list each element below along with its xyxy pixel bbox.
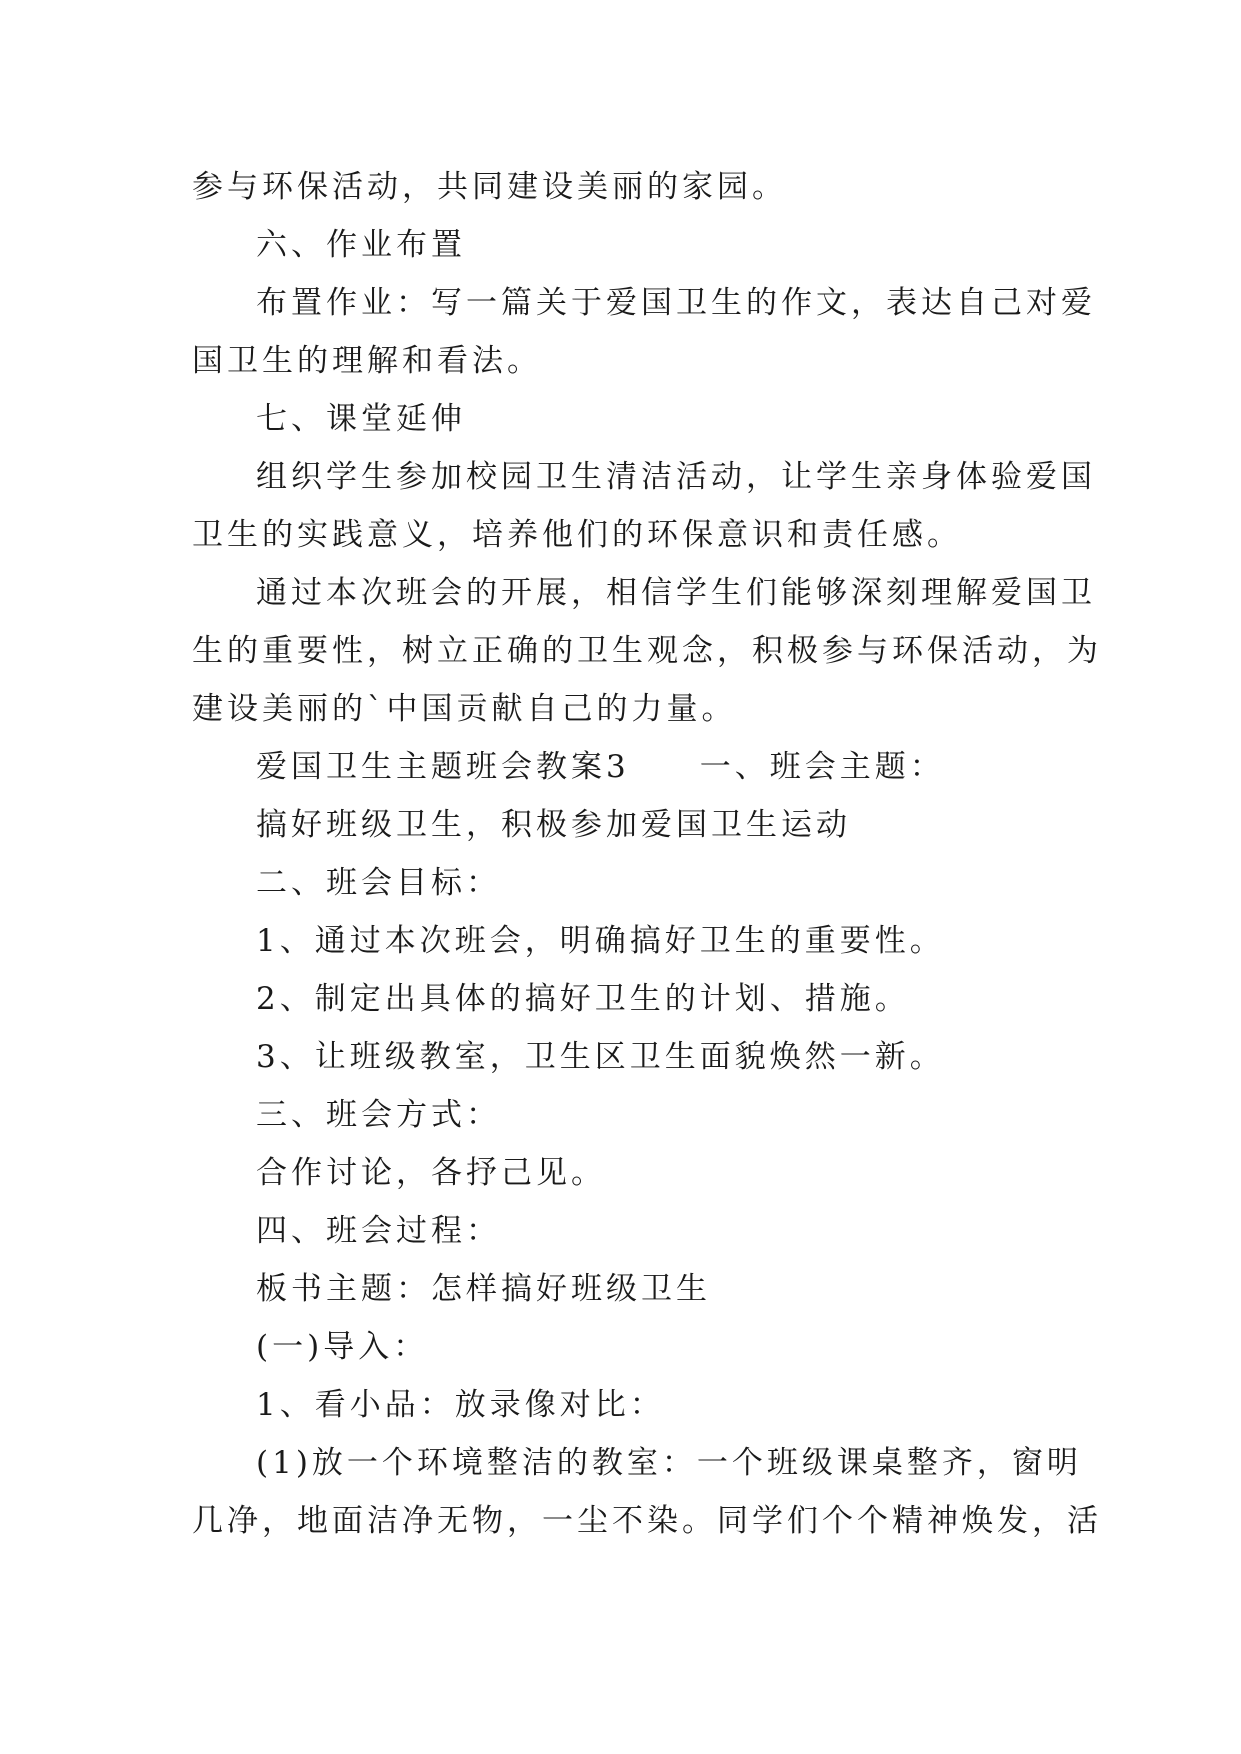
section-heading: 六、作业布置 [256, 227, 466, 263]
paragraph-line: 国卫生的理解和看法。 [192, 343, 542, 379]
list-item: 2、制定出具体的搞好卫生的计划、措施。 [256, 981, 910, 1017]
paragraph-line: 布置作业：写一篇关于爱国卫生的作文，表达自己对爱 [256, 285, 1096, 321]
paragraph-line: 通过本次班会的开展，相信学生们能够深刻理解爱国卫 [256, 575, 1096, 611]
subsection-heading: (一)导入： [256, 1329, 429, 1365]
section-heading: 二、班会目标： [256, 865, 501, 901]
section-heading: 三、班会方式： [256, 1097, 501, 1133]
paragraph-line: 板书主题：怎样搞好班级卫生 [256, 1271, 711, 1307]
paragraph-line: (1)放一个环境整洁的教室：一个班级课桌整齐，窗明 [256, 1445, 1082, 1481]
section-heading: 四、班会过程： [256, 1213, 501, 1249]
list-item: 1、看小品：放录像对比： [256, 1387, 665, 1423]
list-item: 1、通过本次班会，明确搞好卫生的重要性。 [256, 923, 945, 959]
list-item: 3、让班级教室，卫生区卫生面貌焕然一新。 [256, 1039, 945, 1075]
paragraph-line: 生的重要性，树立正确的卫生观念，积极参与环保活动，为 [192, 633, 1102, 669]
section-heading: 七、课堂延伸 [256, 401, 466, 437]
paragraph-line: 合作讨论，各抒己见。 [256, 1155, 606, 1191]
document-title: 爱国卫生主题班会教案3 一、班会主题： [256, 749, 945, 785]
document-body [192, 158, 1102, 1550]
paragraph-line: 卫生的实践意义，培养他们的环保意识和责任感。 [192, 517, 962, 553]
paragraph-line: 参与环保活动，共同建设美丽的家园。 [192, 169, 787, 205]
paragraph-line: 建设美丽的`中国贡献自己的力量。 [192, 691, 737, 727]
paragraph-line: 几净，地面洁净无物，一尘不染。同学们个个精神焕发，活 [192, 1503, 1102, 1539]
paragraph-line: 搞好班级卫生，积极参加爱国卫生运动 [256, 807, 851, 843]
paragraph-line: 组织学生参加校园卫生清洁活动，让学生亲身体验爱国 [256, 459, 1096, 495]
